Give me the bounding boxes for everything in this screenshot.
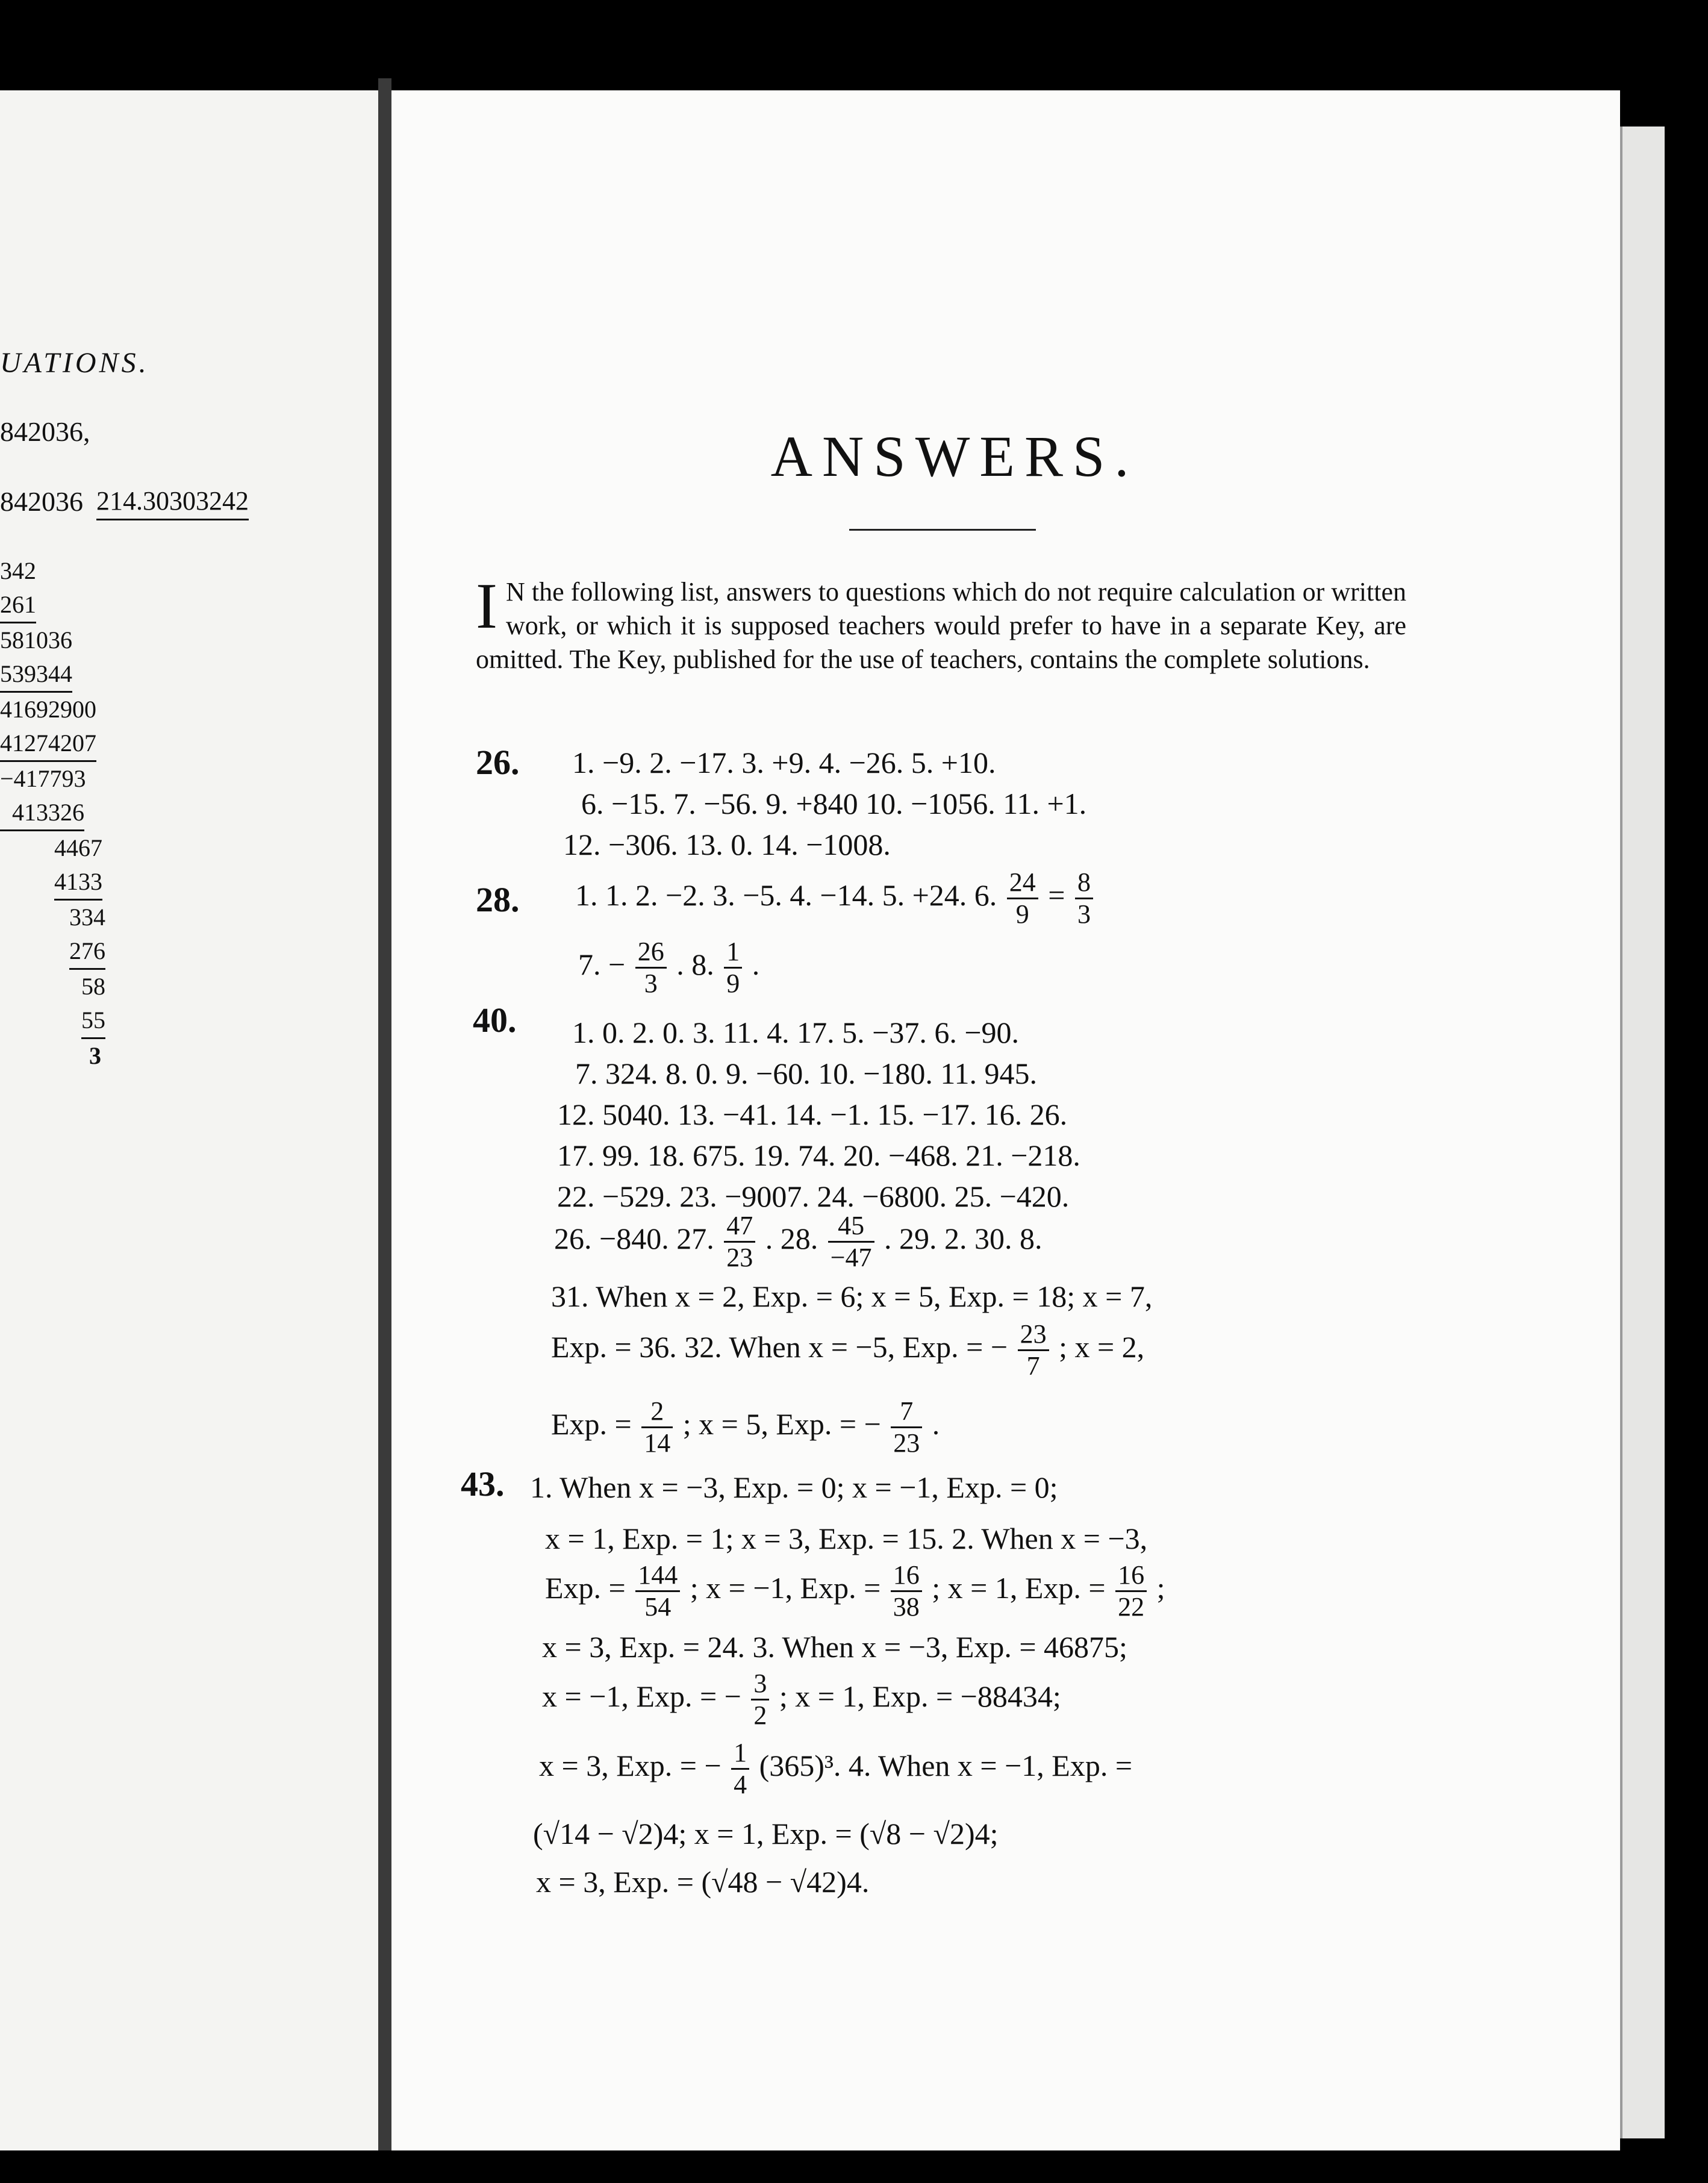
s26-line: 12. −306. 13. 0. 14. −1008. (563, 828, 891, 861)
left-page (0, 90, 378, 2150)
s28-line-2 (578, 937, 759, 999)
s43-text: ; (1156, 1570, 1165, 1605)
frac-den: 3 (644, 969, 658, 998)
left-col-row: 58 (81, 973, 105, 1000)
s43-line-5 (542, 1669, 1061, 1731)
s40-text: ; x = 5, Exp. = − (682, 1407, 881, 1441)
s40-line-6 (554, 1211, 1043, 1273)
s40-text: . 28. (765, 1221, 818, 1255)
s40-text: . (932, 1407, 940, 1441)
frac-num: 26 (635, 937, 667, 969)
frac-num: 8 (1075, 867, 1093, 899)
frac-den: 9 (726, 969, 740, 998)
left-col-row: 539344 (0, 657, 72, 693)
s40-line: 31. When x = 2, Exp. = 6; x = 5, Exp. = 18; x = 7, (551, 1279, 1153, 1313)
fraction (1115, 1560, 1147, 1622)
left-col-row: −417793 (0, 765, 86, 792)
left-col-row: 3 (89, 1042, 101, 1069)
s40-text: . 29. 2. 30. 8. (884, 1221, 1043, 1255)
fraction (891, 1560, 922, 1622)
s28-text: . (752, 947, 760, 981)
fraction (891, 1396, 922, 1458)
s40-text: Exp. = (551, 1407, 632, 1441)
frac-den: 9 (1015, 899, 1029, 929)
section-26-number: 26. (476, 743, 520, 782)
frac-num: 47 (724, 1211, 755, 1243)
s40-line: 12. 5040. 13. −41. 14. −1. 15. −17. 16. 26. (557, 1098, 1068, 1131)
left-working-column (0, 554, 105, 1073)
s43-text: x = −1, Exp. = − (542, 1679, 741, 1713)
s43-text: ; x = 1, Exp. = (932, 1570, 1106, 1605)
s40-line: 17. 99. 18. 675. 19. 74. 20. −468. 21. −218. (557, 1138, 1080, 1172)
fraction (1007, 867, 1038, 929)
frac-den: 23 (893, 1428, 920, 1458)
s43-line: (√14 − √2)4; x = 1, Exp. = (√8 − √2)4; (533, 1817, 999, 1850)
frac-num: 2 (641, 1396, 673, 1428)
frac-den: −47 (830, 1243, 872, 1272)
s28-text: 7. − (578, 947, 626, 981)
s43-line-3 (545, 1560, 1165, 1622)
s43-text: Exp. = (545, 1570, 626, 1605)
drop-cap: I (476, 570, 497, 642)
section-40-number: 40. (473, 1001, 517, 1040)
fraction (635, 1560, 680, 1622)
s40-line: 7. 324. 8. 0. 9. −60. 10. −180. 11. 945. (575, 1057, 1038, 1090)
left-col-row: 581036 (0, 626, 72, 654)
fraction (751, 1669, 769, 1731)
left-col-row: 4133 (54, 865, 102, 901)
frac-num: 16 (1115, 1560, 1147, 1592)
left-col-row: 41274207 (0, 726, 96, 762)
frac-den: 7 (1026, 1351, 1040, 1381)
left-col-row: 413326 (0, 796, 84, 831)
s43-line-6 (539, 1738, 1132, 1800)
s43-line: x = 3, Exp. = 24. 3. When x = −3, Exp. = 46875; (542, 1630, 1127, 1664)
left-col-row: 41692900 (0, 696, 96, 723)
frac-den: 54 (644, 1592, 672, 1622)
book-gutter (378, 78, 391, 2150)
title-rule (849, 529, 1036, 531)
s43-line: x = 1, Exp. = 1; x = 3, Exp. = 15. 2. When x = −3, (545, 1522, 1148, 1555)
left-col-row: 276 (69, 934, 105, 970)
s43-text: ; x = 1, Exp. = −88434; (779, 1679, 1061, 1713)
frac-den: 2 (753, 1700, 767, 1730)
fraction (724, 937, 742, 999)
left-col-row: 342 (0, 557, 36, 584)
left-col-row: 334 (69, 904, 105, 931)
fraction (724, 1211, 755, 1273)
left-col-row: 261 (0, 588, 36, 623)
s28-eq: = (1048, 878, 1065, 912)
left-line-2: 842036 (0, 486, 83, 517)
frac-den: 4 (734, 1770, 747, 1799)
frac-den: 14 (644, 1428, 671, 1458)
s40-line: 1. 0. 2. 0. 3. 11. 4. 17. 5. −37. 6. −90. (572, 1016, 1020, 1049)
s43-text: ; x = −1, Exp. = (690, 1570, 881, 1605)
s43-line: 1. When x = −3, Exp. = 0; x = −1, Exp. = 0; (530, 1470, 1058, 1504)
s28-text: 1. 1. 2. −2. 3. −5. 4. −14. 5. +24. 6. (575, 878, 997, 912)
frac-den: 3 (1077, 899, 1091, 929)
fraction (635, 937, 667, 999)
fraction (1075, 867, 1093, 929)
s40-text: ; x = 2, (1059, 1329, 1145, 1364)
frac-num: 45 (828, 1211, 874, 1243)
left-line-1: 842036, (0, 416, 90, 447)
s40-text: Exp. = 36. 32. When x = −5, Exp. = − (551, 1329, 1008, 1364)
left-col-row: 55 (81, 1004, 105, 1039)
intro-text: N the following list, answers to questions which do not require calculation or written work, or which it is supposed teachers would prefer to have in a separate Key, are omitted. The Key, published for the use of teachers, contains the complete solutions. (476, 577, 1406, 674)
s40-text: 26. −840. 27. (554, 1221, 714, 1255)
intro-paragraph (476, 570, 1406, 676)
section-28-number: 28. (476, 880, 520, 919)
page-title: ANSWERS. (770, 424, 1139, 489)
frac-num: 16 (891, 1560, 922, 1592)
left-line-2-right: 214.30303242 (96, 486, 249, 520)
frac-den: 23 (726, 1243, 753, 1272)
left-col-row: 4467 (54, 834, 102, 861)
s26-line: 1. −9. 2. −17. 3. +9. 4. −26. 5. +10. (572, 746, 996, 779)
s26-line: 6. −15. 7. −56. 9. +840 10. −1056. 11. +1. (581, 787, 1087, 820)
frac-num: 23 (1018, 1319, 1049, 1351)
frac-num: 7 (891, 1396, 922, 1428)
fraction (641, 1396, 673, 1458)
s28-text: . 8. (676, 947, 714, 981)
frac-den: 38 (893, 1592, 920, 1622)
s40-line-8 (551, 1319, 1144, 1381)
frac-num: 144 (635, 1560, 680, 1592)
fraction (828, 1211, 874, 1273)
s40-line-9 (551, 1396, 940, 1458)
frac-num: 3 (751, 1669, 769, 1700)
frac-num: 1 (731, 1738, 749, 1770)
page-edge (1620, 126, 1665, 2138)
s43-text: (365)³. 4. When x = −1, Exp. = (759, 1748, 1133, 1782)
left-running-header: UATIONS. (0, 347, 149, 379)
section-43-number: 43. (461, 1464, 505, 1504)
s40-line: 22. −529. 23. −9007. 24. −6800. 25. −420. (557, 1179, 1070, 1213)
s43-text: x = 3, Exp. = − (539, 1748, 722, 1782)
fraction (731, 1738, 749, 1800)
fraction (1018, 1319, 1049, 1381)
s43-line: x = 3, Exp. = (√48 − √42)4. (536, 1865, 870, 1899)
frac-den: 22 (1118, 1592, 1145, 1622)
s28-line-1 (575, 867, 1096, 929)
frac-num: 1 (724, 937, 742, 969)
frac-num: 24 (1007, 867, 1038, 899)
